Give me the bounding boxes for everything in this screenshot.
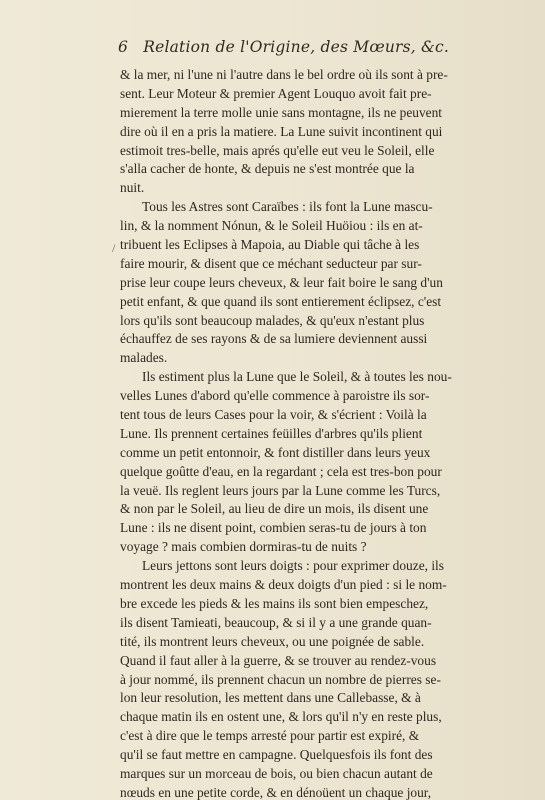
text-line: ils disent Tamieati, beaucoup, & si il y a une grande quan- bbox=[120, 614, 432, 630]
page-number: 6 bbox=[118, 38, 129, 56]
text-line: s'alla cacher de honte, & depuis ne s'est montrée que la bbox=[120, 161, 415, 177]
margin-mark: / bbox=[112, 241, 116, 255]
text-line: petit enfant, & que quand ils sont entierement éclipsez, c'est bbox=[120, 293, 442, 309]
text-line: Lune : ils ne disent point, combien seras-tu de jours à ton bbox=[120, 520, 427, 536]
text-line: marques sur un morceau de bois, ou bien chacun autant de bbox=[120, 765, 433, 781]
text-line: la veuë. Ils reglent leurs jours par la Lune comme les Turcs, bbox=[120, 482, 441, 498]
text-line: bre excede les pieds & les mains ils sont bien empeschez, bbox=[120, 595, 429, 611]
text-line: comme un petit entonnoir, & font distiller dans leurs yeux bbox=[120, 444, 431, 460]
text-line: Lune. Ils prennent certaines feüilles d'arbres qu'ils plient bbox=[120, 425, 423, 441]
text-line: montrent les deux mains & deux doigts d'un pied : si le nom- bbox=[120, 577, 447, 593]
text-line: mierement la terre molle unie sans montagne, ils ne peuvent bbox=[120, 104, 443, 120]
paragraph bbox=[120, 368, 538, 557]
text-line: chaque matin ils en ostent une, & lors qu'il n'y en reste plus, bbox=[120, 709, 442, 725]
text-line: nœuds en une petite corde, & en dénoüent un chaque jour, bbox=[120, 784, 432, 800]
text-line: malades. bbox=[120, 350, 168, 366]
text-line: quelque goûtte d'eau, en la regardant ; cela est tres-bon pour bbox=[120, 463, 442, 479]
text-line: Quand il faut aller à la guerre, & se trouver au rendez-vous bbox=[120, 652, 437, 668]
text-line: velles Lunes d'abord qu'elle commence à paroistre ils sor- bbox=[120, 388, 430, 404]
text-line: Tous les Astres sont Caraïbes : ils font la Lune mascu- bbox=[142, 199, 433, 215]
text-line: qu'il se faut mettre en campagne. Quelquesfois ils font des bbox=[120, 747, 433, 763]
text-line: voyage ? mais combien dormiras-tu de nuits ? bbox=[120, 539, 367, 555]
running-title: Relation de l'Origine, des Mœurs, &c. bbox=[143, 38, 450, 56]
text-line: & la mer, ni l'une ni l'autre dans le bel ordre où ils sont à pre- bbox=[120, 67, 448, 82]
text-line: Ils estiment plus la Lune que le Soleil, & à toutes les nou- bbox=[142, 369, 452, 385]
text-line: échauffez de ses rayons & de sa lumiere deviennent aussi bbox=[120, 331, 428, 347]
text-line: tribuent les Eclipses à Mapoia, au Diable qui tâche à les bbox=[120, 237, 420, 253]
text-line: à jour nommé, ils prennent chacun un nombre de pierres se- bbox=[120, 671, 441, 687]
text-line: faire mourir, & disent que ce méchant seducteur par sur- bbox=[120, 255, 422, 271]
text-line: prise leur coupe leurs cheveux, & leur fait boire le sang d'un bbox=[120, 274, 443, 290]
text-line: c'est à dire que le temps arresté pour partir est expiré, & bbox=[120, 728, 420, 744]
text-line: tent tous de leurs Cases pour la voir, & s'écrient : Voilà la bbox=[120, 407, 427, 423]
text-line: dire où il en a pris la matiere. La Lune suivit incontinent qui bbox=[120, 123, 443, 139]
paragraph bbox=[120, 198, 538, 368]
running-header bbox=[118, 38, 525, 56]
text-line: lon leur resolution, les mettent dans une Callebasse, & à bbox=[120, 690, 421, 706]
text-line: lors qu'ils sont beaucoup malades, & qu'eux n'estant plus bbox=[120, 312, 425, 328]
body-text bbox=[120, 66, 538, 800]
text-line: Leurs jettons sont leurs doigts : pour exprimer douze, ils bbox=[142, 558, 444, 574]
text-line: & non par le Soleil, au lieu de dire un mois, ils disent une bbox=[120, 501, 429, 517]
text-line: nuit. bbox=[120, 180, 145, 196]
text-line: estimoit tres-belle, mais aprés qu'elle eut veu le Soleil, elle bbox=[120, 142, 435, 158]
text-line: lin, & la nomment Nónun, & le Soleil Huöiou : ils en at- bbox=[120, 218, 423, 234]
paragraph bbox=[120, 66, 538, 198]
text-line: sent. Leur Moteur & premier Agent Louquo avoit fait pre- bbox=[120, 85, 432, 101]
paragraph bbox=[120, 557, 538, 800]
text-line: tité, ils montrent leurs cheveux, ou une poignée de sable. bbox=[120, 633, 425, 649]
